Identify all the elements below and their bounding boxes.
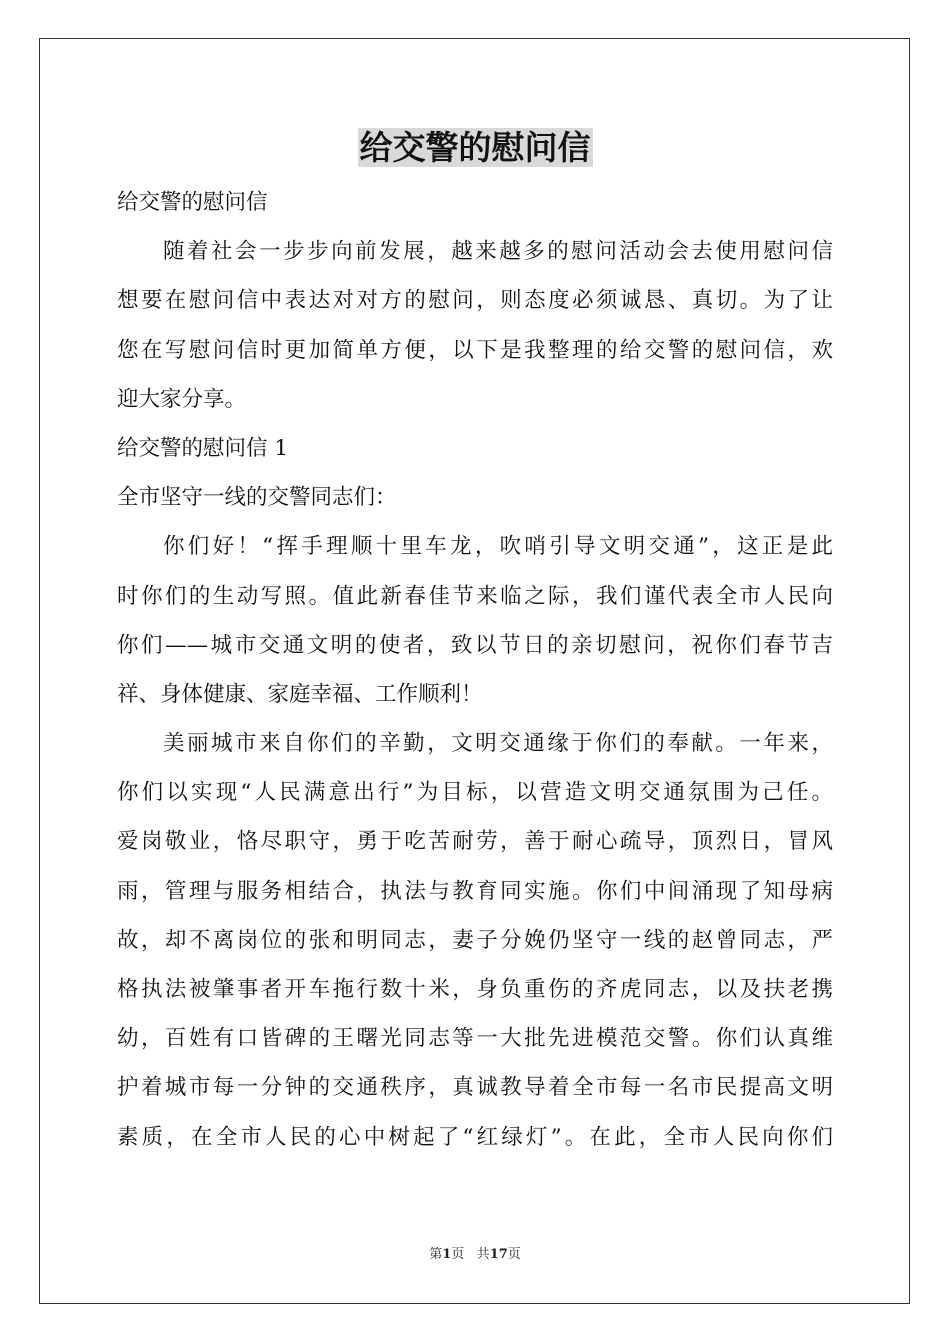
text-line: 时你们的生动写照。值此新春佳节来临之际，我们谨代表全市人民向 <box>117 583 833 609</box>
footer-total-unit: 页 <box>507 1247 521 1262</box>
page-footer <box>0 1246 950 1264</box>
text-line: 给交警的慰问信 <box>117 190 268 215</box>
text-line: 给交警的慰问信 1 <box>117 435 289 461</box>
text-line: 雨，管理与服务相结合，执法与教育同实施。你们中间涌现了知母病 <box>117 878 833 904</box>
document-title-text: 给交警的慰问信 <box>359 128 591 167</box>
text-line: 素质，在全市人民的心中树起了“红绿灯”。在此，全市人民向你们 <box>117 1124 833 1150</box>
footer-total-prefix: 共 <box>476 1247 490 1262</box>
footer-page-number: 1 <box>442 1247 452 1262</box>
text-line: 你们好！“挥手理顺十里车龙，吹哨引导文明交通”，这正是此 <box>163 534 833 560</box>
footer-page-unit: 页 <box>451 1247 465 1262</box>
text-line: 祥、身体健康、家庭幸福、工作顺利！ <box>117 681 483 707</box>
text-line: 随着社会一步步向前发展，越来越多的慰问活动会去使用慰问信 <box>163 239 833 265</box>
document-body <box>117 178 833 1162</box>
text-line: 全市坚守一线的交警同志们： <box>117 485 397 511</box>
text-line: 想要在慰问信中表达对对方的慰问，则态度必须诚恳、真切。为了让 <box>117 288 833 314</box>
text-line: 幼，百姓有口皆碑的王曙光同志等一大批先进模范交警。你们认真维 <box>117 1026 833 1052</box>
text-line: 迎大家分享。 <box>117 386 247 412</box>
text-line: 爱岗敬业，恪尽职守，勇于吃苦耐劳，善于耐心疏导，顶烈日，冒风 <box>117 829 833 855</box>
footer-total-pages: 17 <box>489 1247 508 1262</box>
text-line: 你们以实现“人民满意出行”为目标，以营造文明交通氛围为己任。 <box>117 780 833 806</box>
text-line: 你们——城市交通文明的使者，致以节日的亲切慰问，祝你们春节吉 <box>117 632 833 658</box>
footer-prefix: 第 <box>429 1247 443 1262</box>
text-line: 故，却不离岗位的张和明同志，妻子分娩仍坚守一线的赵曾同志，严 <box>117 927 833 953</box>
text-line: 美丽城市来自你们的辛勤，文明交通缘于你们的奉献。一年来， <box>163 731 833 757</box>
text-line: 格执法被肇事者开车拖行数十米，身负重伤的齐虎同志，以及扶老携 <box>117 977 833 1002</box>
text-line: 护着城市每一分钟的交通秩序，真诚教导着全市每一名市民提高文明 <box>117 1075 833 1101</box>
document-title <box>0 128 950 168</box>
text-line: 您在写慰问信时更加简单方便，以下是我整理的给交警的慰问信，欢 <box>117 337 833 363</box>
